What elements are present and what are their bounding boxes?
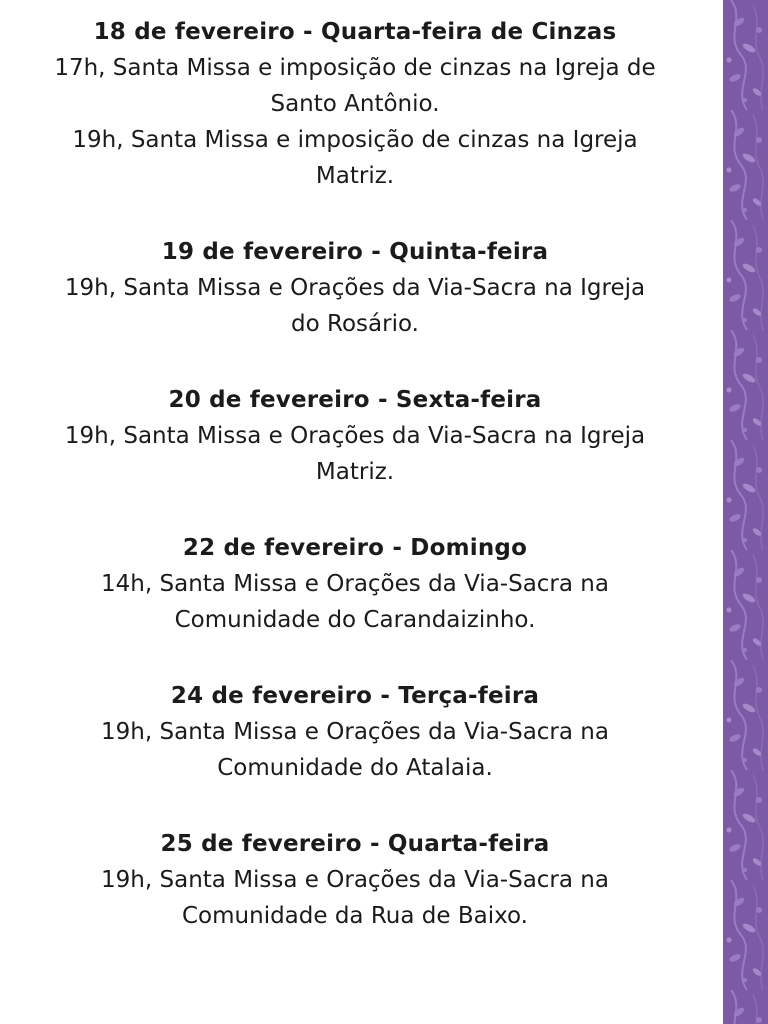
event-line: 19h, Santa Missa e Orações da Via-Sacra na Igreja bbox=[64, 423, 646, 449]
event-line: Comunidade do Atalaia. bbox=[217, 755, 493, 781]
event-line: 19h, Santa Missa e Orações da Via-Sacra na bbox=[101, 867, 609, 893]
event-line: 14h, Santa Missa e Orações da Via-Sacra na bbox=[101, 571, 609, 597]
event-line: Comunidade da Rua de Baixo. bbox=[182, 903, 528, 929]
event-title: 18 de fevereiro - Quarta-feira de Cinzas bbox=[93, 19, 617, 45]
event-line: 19h, Santa Missa e Orações da Via-Sacra na bbox=[101, 719, 609, 745]
event-line: 19h, Santa Missa e Orações da Via-Sacra na Igreja bbox=[64, 275, 646, 301]
event-line: 17h, Santa Missa e imposição de cinzas na Igreja de bbox=[54, 55, 656, 81]
event-line: do Rosário. bbox=[291, 311, 419, 337]
floral-side-strip bbox=[723, 0, 768, 1024]
event-line: Comunidade do Carandaizinho. bbox=[174, 607, 536, 633]
event-line: Santo Antônio. bbox=[270, 91, 440, 117]
event-title: 19 de fevereiro - Quinta-feira bbox=[161, 239, 549, 265]
event-schedule bbox=[0, 14, 710, 974]
event-line: Matriz. bbox=[315, 163, 395, 189]
event-line: Matriz. bbox=[315, 459, 395, 485]
event-block bbox=[0, 14, 710, 194]
event-title: 24 de fevereiro - Terça-feira bbox=[170, 683, 540, 709]
floral-pattern-icon bbox=[723, 0, 768, 1024]
event-title: 20 de fevereiro - Sexta-feira bbox=[168, 387, 542, 413]
event-block bbox=[0, 678, 710, 786]
event-line: 19h, Santa Missa e imposição de cinzas na Igreja bbox=[72, 127, 638, 153]
event-title: 25 de fevereiro - Quarta-feira bbox=[160, 831, 550, 857]
event-block bbox=[0, 382, 710, 490]
event-title: 22 de fevereiro - Domingo bbox=[182, 535, 528, 561]
event-block bbox=[0, 530, 710, 638]
event-block bbox=[0, 234, 710, 342]
event-block bbox=[0, 826, 710, 934]
